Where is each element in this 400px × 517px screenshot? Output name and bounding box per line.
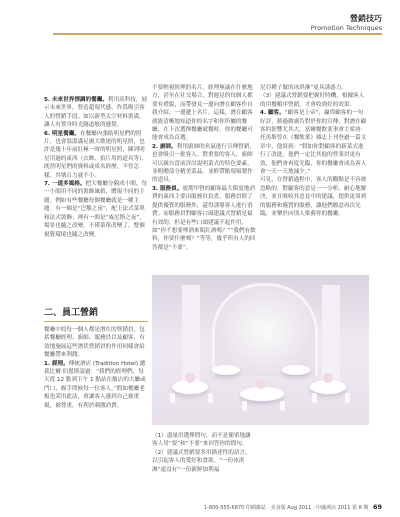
paragraph-lead: 7. 一道多風格。 xyxy=(44,181,86,188)
photo-table xyxy=(282,365,310,375)
column-2 xyxy=(152,84,256,252)
photo-chair xyxy=(345,393,350,403)
paragraph-text: 放期甲營的顧客最大限度地消費的東西主要由服務員負責，服務員除了提供優質的服務外，還得誘導客人進行消費。而服務員對顧客口頭建議式營銷是最有效的，但是有些口頭建議不起作用，如“你不想要啤酒來瓶紅酒嗎？”“我們有飲料，你要什麼嗎？”等等，幾乎所有人的回答都是“不要”。 xyxy=(152,185,256,251)
paragraph: 不要輕視經理的名片。經理無論在什麼地方，甚至在社交場合，對週見的每個人都要有禮貌，而帶發見一邊向潛在顧客作自我介紹，一邊遞上名片。這樣，潛在顧客就能清晰地知道你的名字和你所屬的餐廳，在下次選擇餐廳就餐時，你的餐廳可能會成為首選。 xyxy=(152,85,253,142)
paragraph xyxy=(152,143,256,185)
header-title-zh: 營銷技巧 xyxy=(350,14,382,23)
paragraph-lead: 5. 未來世界情調的餐廳。 xyxy=(44,97,108,103)
paragraph-text: 傳統酒店 (Tradition Hotel) 總裁比爾·伯恩斯說過：“我們的經理們，每天從 12 點到下午 1 點站在飯店的大廳或門口，握手問候每一位客人。”假如餐廳老板也采用此法，會讓客人感到自己被重視，被尊重，有利於刺激消費。 xyxy=(44,360,146,409)
paragraph xyxy=(44,96,148,130)
paragraph xyxy=(260,109,368,176)
paragraph xyxy=(44,360,148,410)
flower-centerpiece xyxy=(185,373,195,383)
footer-magazine: 印刷雜誌 · 美食版 xyxy=(245,505,286,511)
photo-chair xyxy=(312,393,317,403)
paragraph-text: 把大餐廳分隔成小間，每一小間用不同的裝飾風格，體現不同的主題。例如有些餐廳每個餐廳就是一種主題：有一個是“巴黎之夜”，配上法式菜單和法式裝飾；裡有一間是“威尼斯之夜”，場景也隨之改變，不僅菜單改變了，整個視覺環境也隨之改變。 xyxy=(44,181,148,238)
section-heading xyxy=(44,305,148,322)
paragraph: （2）建議式營銷要多用描述性的語言，以引起客人的愛好和食欲。“一份冰淇淋”遠沒有“一份新鮮加利福 xyxy=(152,449,251,473)
column-2-lower xyxy=(152,432,256,474)
page-footer xyxy=(204,503,382,511)
paragraph-text: 在餐廳內張貼明星們的照片，也會溫溫滿足廣大歌迷的明星照，也許是幾十年前紅極一時的明星照，陳列明星用過的東西（衣飾、拍片用的道具等），旣然明星們的資料或成名經歷，不管怎樣，其號召力就不小。 xyxy=(44,130,148,179)
paragraph: （3）建議式營銷要把握好時機，根據客人的用餐順序營銷，才會收到好的效果。 xyxy=(260,93,365,108)
column-1-lower xyxy=(44,326,148,410)
photo-table xyxy=(240,387,284,401)
page-number: 69 xyxy=(372,503,382,511)
paragraph xyxy=(152,185,256,252)
flower-centerpiece xyxy=(256,379,266,389)
header-rule xyxy=(53,33,382,35)
footer-phone: 1-800-555-6870 xyxy=(203,505,245,511)
paragraph-text: 利用高科技，展示未來世界，營造超現代感，作爲吸引客人的營銷手段。如以新型太空材料裝潢，讓人有置身時光隧道般的感覺。 xyxy=(44,97,148,129)
section-rule xyxy=(44,321,148,322)
banquet-hall-photo xyxy=(152,275,369,425)
footer-date: Aug 2011 · 中國酒店 2011 第 8 期 xyxy=(287,505,369,511)
section-title: 二、員工營銷 xyxy=(44,308,99,318)
paragraph-lead: 4. 顧客。 xyxy=(260,110,285,117)
paragraph xyxy=(44,180,148,239)
flower-centerpiece xyxy=(323,373,333,383)
column-3 xyxy=(260,84,368,219)
header-title-en: Promotion Techniques xyxy=(310,24,382,32)
paragraph-text: 利用廚師的名氣進行宣傳營銷，也會吸引一批客人。對重要的客人，廚師可以親自當前詳討說明菜式的特色要素，並附贈部分精美菜品。並附帶點現場製作的道具。 xyxy=(152,143,256,184)
photo-arch xyxy=(212,283,318,376)
section-header xyxy=(311,14,382,33)
photo-chair xyxy=(242,401,247,411)
column-1 xyxy=(44,96,148,239)
paragraph-lead: 1. 經理。 xyxy=(44,360,69,367)
paragraph-lead: 3. 服務員。 xyxy=(152,185,183,192)
photo-table xyxy=(212,365,240,375)
photo-chair xyxy=(170,393,175,403)
paragraph xyxy=(44,130,148,180)
paragraph-text: “顧客是上帝”，贏得顧客的一句好評，勝過做廣告對於你的宣傳，對潛在顧客的影響尤其大。富爾餐飲業事會主席唐·托馬斯曾在《餐飲業》雜志上刊登過一篇文章中，他寫到：“假如你對顧客的新菜式進行了改進，他們一定比其他的營業員更有效，他們會再度光臨，你的餐廳會成為客人會一天一天地減少。” xyxy=(260,110,367,176)
paragraph: （1）盡量用選擇問句，而不是簡單地讓客人用“要”和“不要”來回答你的問句。 xyxy=(152,433,251,448)
paragraph-lead: 6. 明星餐廳。 xyxy=(44,130,80,137)
photo-chair xyxy=(208,393,213,403)
paragraph-lead: 2. 廚師。 xyxy=(152,143,177,150)
paragraph: 餐廳中的每一個人都是潛在的營銷員，包括餐廳經理、廚師、服務員以及顧客，有效地施展這些潛伏營銷員的作用同樣會給餐廳帶來利潤。 xyxy=(44,327,145,359)
photo-chair xyxy=(280,401,285,411)
paragraph: 尼亞種子做的冰淇淋”更具誘惑力。 xyxy=(260,85,347,91)
paragraph: 可見，在營銷過程中，客人的觀點是不容被忽略的。對顧客的意見一一分析，耐心地解決，並且吸收其意見中的建議，提供更周到的服務和優質的服務，讓他們願意再次光臨，並樂於向別人推薦你的餐廳。 xyxy=(260,177,367,218)
